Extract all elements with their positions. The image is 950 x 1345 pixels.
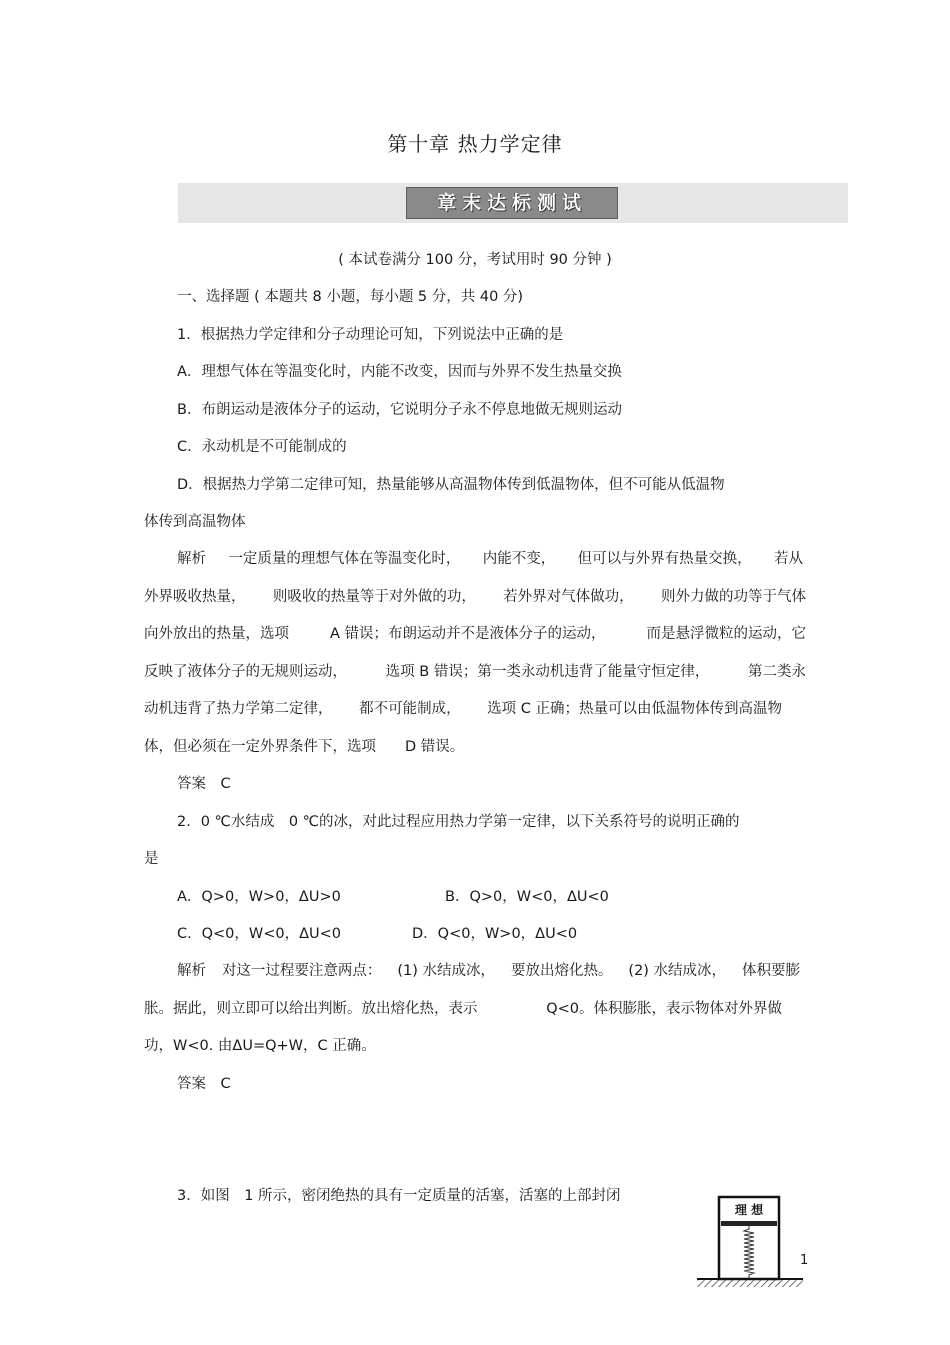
q2-analysis-line-1: 解析 对这一过程要注意两点： (1) 水结成冰， 要放出熔化热。 (2) 水结成冰， 体积要膨 [177,963,800,979]
piston-figure [697,1195,803,1289]
q2-analysis-line-3: 功，W<0. 由ΔU=Q+W，C 正确。 [144,1038,376,1054]
q1-option-d-cont: 体传到高温物体 [144,514,246,530]
q1-option-d: D．根据热力学第二定律可知，热量能够从高温物体传到低温物体，但不可能从低温物 [177,477,725,493]
banner-strip [178,183,848,223]
q2-analysis-line-2: 胀。据此，则立即可以给出判断。放出熔化热，表示 Q<0。体积膨胀，表示物体对外界做 [144,1001,782,1017]
q1-answer: 答案 C [177,776,231,792]
page-number: 1 [800,1253,809,1268]
q1-analysis-line-6: 体，但必须在一定外界条件下，选项 D 错误。 [144,739,465,755]
q3-stem: 3．如图 1 所示，密闭绝热的具有一定质量的活塞，活塞的上部封闭 [177,1188,621,1204]
figure-gas-label: 理 想 [734,1203,764,1217]
q1-analysis-line-4: 反映了液体分子的无规则运动， 选项 B 错误；第一类永动机违背了能量守恒定律， 第二类永 [144,664,806,680]
q1-option-b: B．布朗运动是液体分子的运动，它说明分子永不停息地做无规则运动 [177,402,622,418]
q2-answer: 答案 C [177,1076,231,1092]
exam-info: ( 本试卷满分 100 分，考试用时 90 分钟 ) [338,252,612,268]
q2-stem: 2．0 ℃水结成 0 ℃的冰，对此过程应用热力学第一定律，以下关系符号的说明正确的 [177,814,740,830]
q1-stem: 1．根据热力学定律和分子动理论可知，下列说法中正确的是 [177,327,564,343]
q1-option-c: C．永动机是不可能制成的 [177,439,347,455]
q2-option-a: A．Q>0，W>0，ΔU>0 [177,889,341,905]
q1-analysis-line-2: 外界吸收热量， 则吸收的热量等于对外做的功， 若外界对气体做功， 则外力做的功等于气体 [144,589,806,605]
q2-option-b: B．Q>0，W<0，ΔU<0 [445,889,609,905]
q1-analysis-line-1: 解析 一定质量的理想气体在等温变化时， 内能不变， 但可以与外界有热量交换， 若从 [177,551,803,567]
section-heading: 一、选择题 ( 本题共 8 小题，每小题 5 分，共 40 分) [177,289,524,305]
q1-analysis-line-5: 动机违背了热力学第二定律， 都不可能制成， 选项 C 正确；热量可以由低温物体传到高温物 [144,701,782,717]
q2-option-d: D．Q<0，W>0，ΔU<0 [412,926,578,942]
q2-stem-cont: 是 [144,851,159,867]
q1-option-a: A．理想气体在等温变化时，内能不改变，因而与外界不发生热量交换 [177,364,622,380]
q1-analysis-line-3: 向外放出的热量，选项 A 错误；布朗运动并不是液体分子的运动， 而是悬浮微粒的运动，它 [144,626,806,642]
chapter-title: 第十章 热力学定律 [387,132,563,156]
q2-option-c: C．Q<0，W<0，ΔU<0 [177,926,342,942]
banner-label: 章末达标测试 [406,187,618,219]
